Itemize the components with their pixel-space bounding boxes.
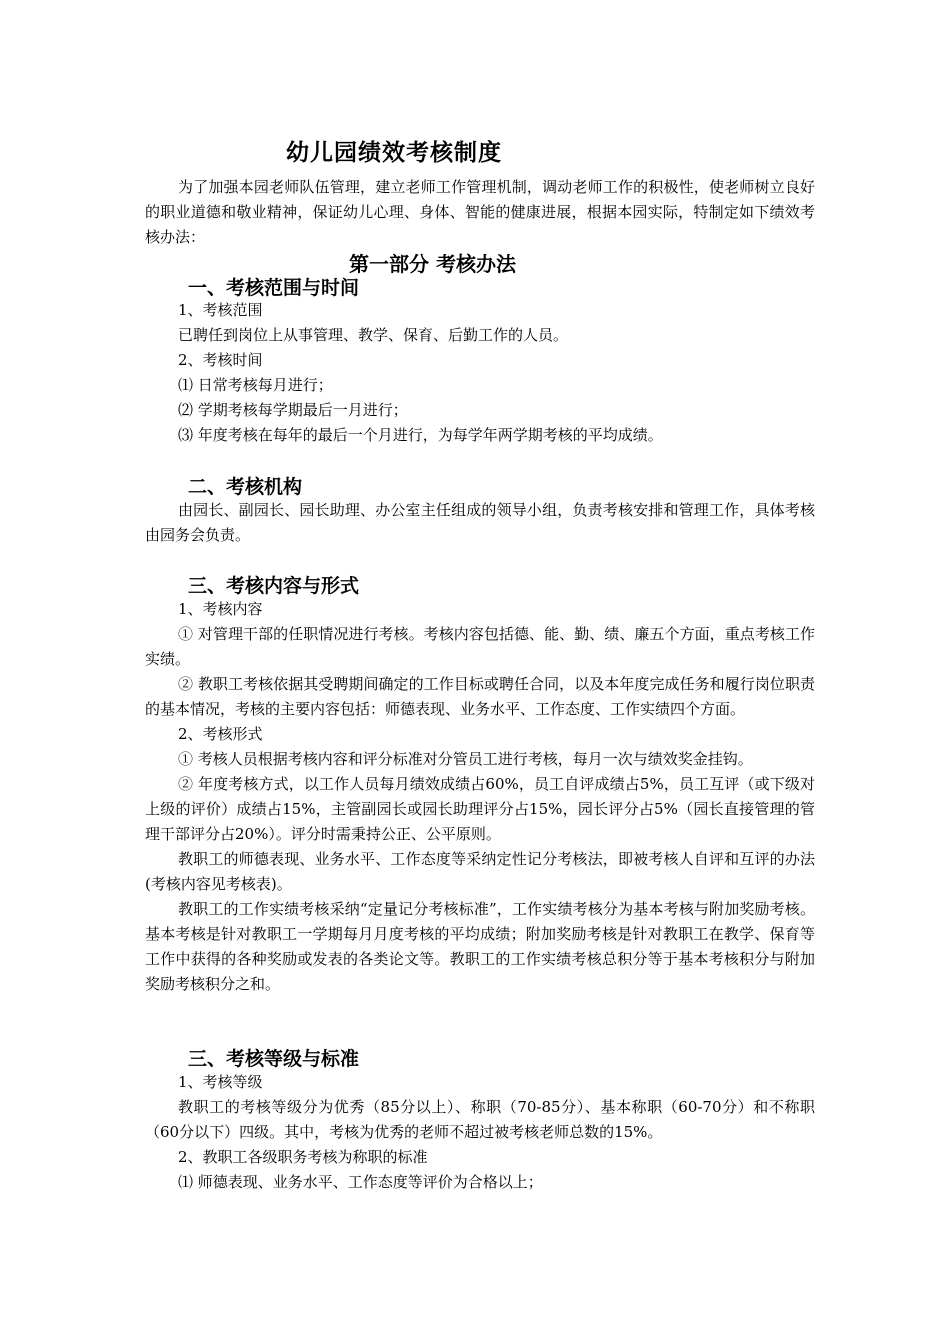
- document-title: 幼儿园绩效考核制度: [286, 140, 502, 166]
- content-item-1: ① 对管理干部的任职情况进行考核。考核内容包括德、能、勤、绩、廉五个方面，重点考核工作实绩。: [145, 625, 815, 668]
- intro-block: [145, 175, 815, 250]
- content-item-2: ② 教职工考核依据其受聘期间确定的工作目标或聘任合同，以及本年度完成任务和履行岗位职责的基本情况，考核的主要内容包括：师德表现、业务水平、工作态度、工作实绩四个方面。: [145, 675, 815, 718]
- scope-label: 1、考核范围: [178, 301, 263, 319]
- part1-heading: 第一部分 考核办法: [349, 252, 516, 276]
- section2-heading: 二、考核机构: [188, 476, 303, 498]
- grade-label: 1、考核等级: [178, 1073, 263, 1091]
- grade-paragraph: 教职工的考核等级分为优秀（85分以上）、称职（70-85分）、基本称职（60-70分）和不称职（60分以下）四级。其中，考核为优秀的老师不超过被考核老师总数的15%。: [145, 1098, 815, 1141]
- quantitative-paragraph: 教职工的工作实绩考核采纳“定量记分考核标准”，工作实绩考核分为基本考核与附加奖励考核。基本考核是针对教职工一学期每月月度考核的平均成绩；附加奖励考核是针对教职工在教学、保育等工作中获得的各种奖励或发表的各类论文等。教职工的工作实绩考核总积分等于基本考核积分与附加奖励考核积分之和。: [145, 900, 815, 993]
- time-item-1: ⑴ 日常考核每月进行；: [178, 376, 333, 394]
- standard-item-1: ⑴ 师德表现、业务水平、工作态度等评价为合格以上；: [178, 1173, 543, 1191]
- form-item-2: ② 年度考核方式，以工作人员每月绩效成绩占60%，员工自评成绩占5%，员工互评（或下级对上级的评价）成绩占15%，主管副园长或园长助理评分占15%，园长评分占5%（园长直接管理的管理干部评分占20%）。评分时需秉持公正、公平原则。: [145, 775, 815, 843]
- time-label: 2、考核时间: [178, 351, 263, 369]
- form-item-1: ① 考核人员根据考核内容和评分标准对分管员工进行考核，每月一次与绩效奖金挂钩。: [178, 750, 753, 768]
- section1-body: [145, 298, 815, 448]
- time-item-2: ⑵ 学期考核每学期最后一月进行；: [178, 401, 408, 419]
- section4-heading: 三、考核等级与标准: [188, 1048, 360, 1070]
- section1-heading: 一、考核范围与时间: [188, 277, 360, 299]
- section4-body: [145, 1070, 815, 1195]
- content-label: 1、考核内容: [178, 600, 263, 618]
- section3-body: [145, 597, 815, 997]
- time-item-3: ⑶ 年度考核在每年的最后一个月进行，为每学年两学期考核的平均成绩。: [178, 426, 663, 444]
- form-label: 2、考核形式: [178, 725, 263, 743]
- section2-body: [145, 498, 815, 548]
- scope-text: 已聘任到岗位上从事管理、教学、保育、后勤工作的人员。: [178, 326, 569, 344]
- intro-paragraph: 为了加强本园老师队伍管理，建立老师工作管理机制，调动老师工作的积极性，使老师树立良好的职业道德和敬业精神，保证幼儿心理、身体、智能的健康进展，根据本园实际，特制定如下绩效考核办法：: [145, 178, 815, 246]
- org-paragraph: 由园长、副园长、园长助理、办公室主任组成的领导小组，负责考核安排和管理工作，具体考核由园务会负责。: [145, 501, 815, 544]
- standard-label: 2、教职工各级职务考核为称职的标准: [178, 1148, 428, 1166]
- section3-heading: 三、考核内容与形式: [188, 575, 360, 597]
- qualitative-paragraph: 教职工的师德表现、业务水平、工作态度等采纳定性记分考核法，即被考核人自评和互评的办法(考核内容见考核表)。: [145, 850, 815, 893]
